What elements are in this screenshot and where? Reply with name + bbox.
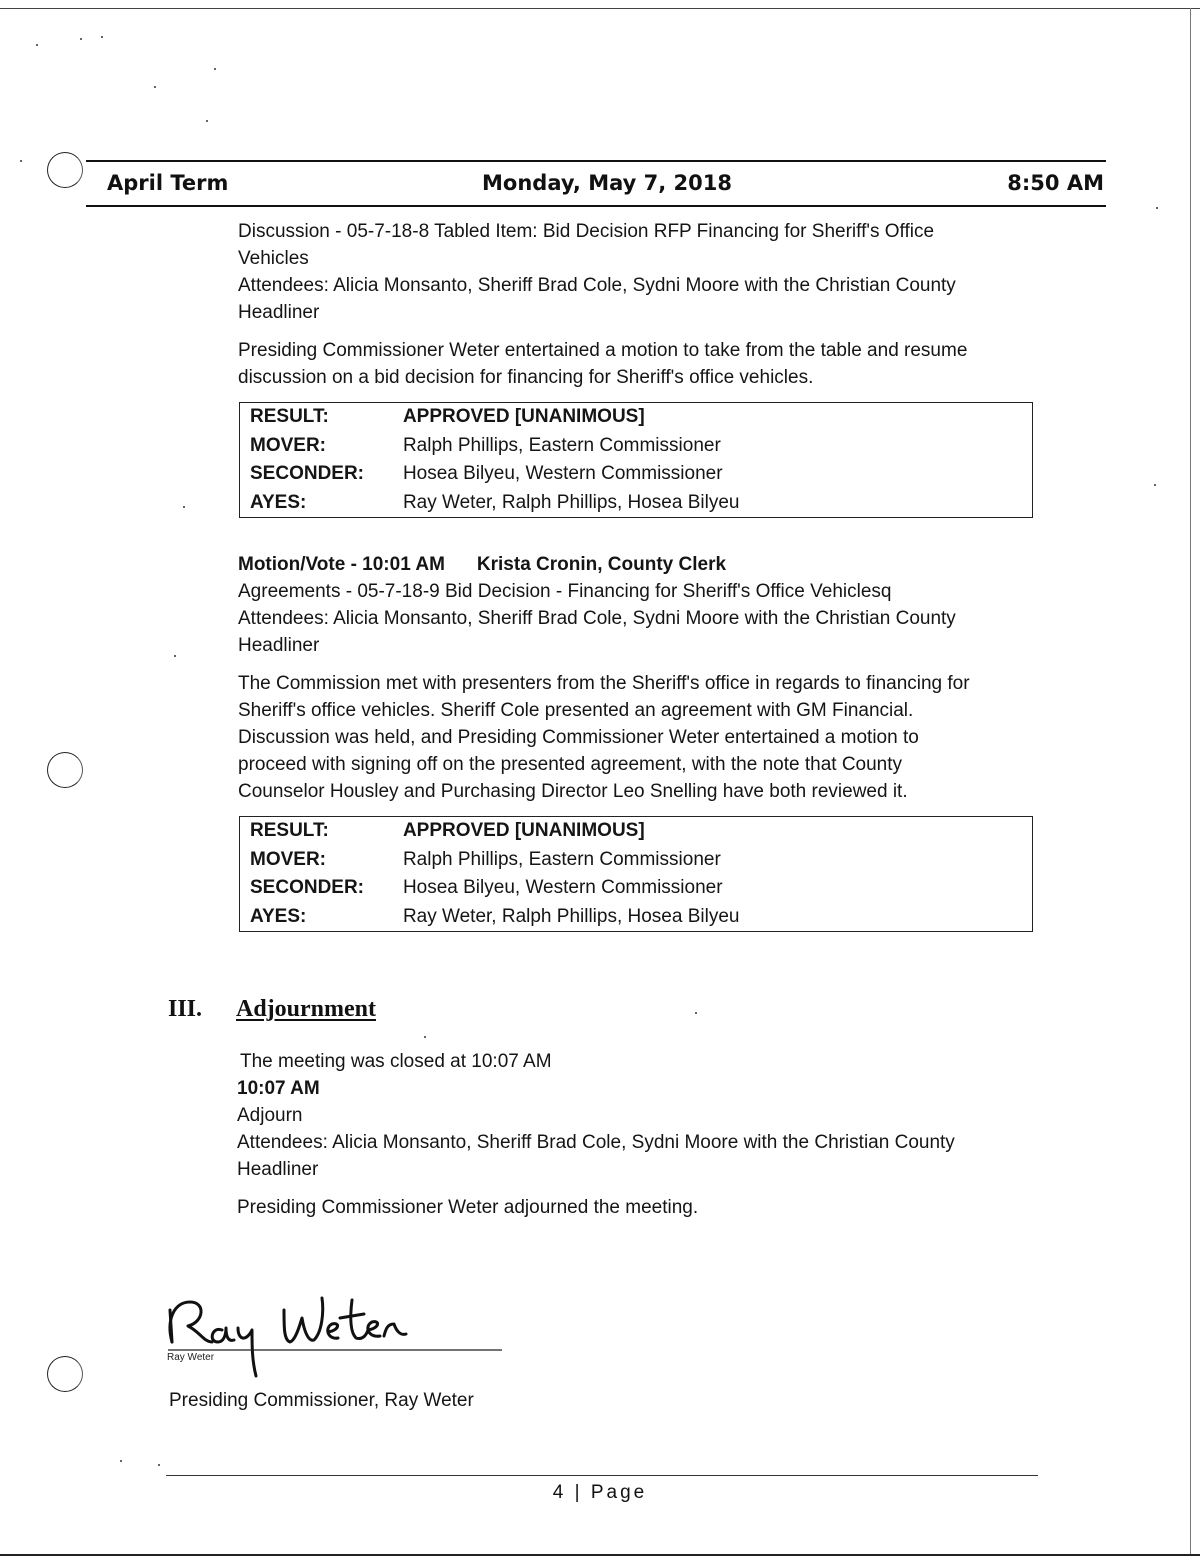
- vote-row-mover: [240, 846, 1033, 875]
- signature-title: Presiding Commissioner, Ray Weter: [169, 1390, 474, 1411]
- result-label: RESULT:: [250, 820, 329, 842]
- scan-speck: [424, 1036, 426, 1038]
- vote-row-mover: [240, 432, 1033, 461]
- result-label: RESULT:: [250, 406, 329, 428]
- scan-speck: [154, 86, 156, 88]
- mover-value: Ralph Phillips, Eastern Commissioner: [402, 848, 721, 870]
- ayes-value: Ray Weter, Ralph Phillips, Hosea Bilyeu: [402, 491, 740, 513]
- item2-attendees-line1: Attendees: Alicia Monsanto, Sheriff Brad Cole, Sydni Moore with the Christian County: [238, 608, 956, 629]
- footer-rule: [166, 1475, 1038, 1476]
- scan-border-right: [1190, 8, 1191, 1555]
- ayes-value: Ray Weter, Ralph Phillips, Hosea Bilyeu: [402, 905, 740, 927]
- scan-speck: [120, 1460, 122, 1462]
- item1-attendees-line1: Attendees: Alicia Monsanto, Sheriff Brad Cole, Sydni Moore with the Christian County: [238, 275, 956, 296]
- adjournment-closing: Presiding Commissioner Weter adjourned the meeting.: [237, 1197, 699, 1218]
- item2-para-line2: Sheriff's office vehicles. Sheriff Cole presented an agreement with GM Financial.: [238, 700, 914, 721]
- item1-para-line1: Presiding Commissioner Weter entertained a motion to take from the table and resume: [238, 340, 968, 361]
- adjournment-time: 10:07 AM: [237, 1078, 320, 1099]
- ayes-label: AYES:: [250, 905, 307, 927]
- header-term: April Term: [107, 171, 229, 195]
- item1-discussion-line1: Discussion - 05-7-18-8 Tabled Item: Bid Decision RFP Financing for Sheriff's Office: [238, 221, 935, 242]
- adjournment-block: [237, 1048, 1117, 1221]
- header-rule-top: [86, 160, 1106, 162]
- adjournment-closed-line: The meeting was closed at 10:07 AM: [240, 1051, 552, 1072]
- scan-speck: [80, 38, 82, 40]
- scan-speck: [1154, 484, 1156, 486]
- scan-speck: [101, 36, 103, 38]
- item2-agreements: Agreements - 05-7-18-9 Bid Decision - Financing for Sheriff's Office Vehiclesq: [238, 581, 892, 602]
- handwritten-signature: [160, 1280, 510, 1385]
- item2-para-line5: Counselor Housley and Purchasing Director Leo Snelling have both reviewed it.: [238, 781, 908, 802]
- vote-table-1: [239, 402, 1033, 518]
- scan-speck: [206, 120, 208, 122]
- adjournment-attendees-line1: Attendees: Alicia Monsanto, Sheriff Brad Cole, Sydni Moore with the Christian County: [237, 1132, 955, 1153]
- adjournment-attendees-line2: Headliner: [237, 1159, 319, 1180]
- seconder-value: Hosea Bilyeu, Western Commissioner: [402, 877, 723, 899]
- item1-discussion-line2: Vehicles: [238, 248, 309, 269]
- item2-attendees-line2: Headliner: [238, 635, 320, 656]
- scan-border-top: [0, 8, 1200, 9]
- item2-para-line4: proceed with signing off on the presented agreement, with the note that County: [238, 754, 903, 775]
- ayes-label: AYES:: [250, 491, 307, 513]
- scan-speck: [20, 160, 22, 162]
- scan-speck: [36, 44, 38, 46]
- vote-row-ayes: [240, 903, 1033, 932]
- scan-speck: [183, 506, 185, 508]
- header-time: 8:50 AM: [1007, 171, 1104, 195]
- scan-speck: [158, 1464, 160, 1466]
- section-number: III.: [168, 996, 203, 1022]
- vote-row-seconder: [240, 874, 1033, 903]
- motion-label: Motion/Vote - 10:01 AM: [238, 554, 445, 575]
- adjournment-adjourn: Adjourn: [237, 1105, 303, 1126]
- page-number: 4 | Page: [552, 1482, 648, 1503]
- mover-value: Ralph Phillips, Eastern Commissioner: [402, 434, 721, 456]
- mover-label: MOVER:: [250, 848, 326, 870]
- motion-line: [238, 551, 1118, 578]
- seconder-label: SECONDER:: [250, 463, 365, 485]
- scan-speck: [695, 1012, 697, 1014]
- seconder-label: SECONDER:: [250, 877, 365, 899]
- scan-speck: [1156, 207, 1158, 209]
- header-rule-bottom: [86, 205, 1106, 207]
- result-value: APPROVED [UNANIMOUS]: [402, 820, 645, 842]
- result-value: APPROVED [UNANIMOUS]: [402, 406, 645, 428]
- item2-para-line1: The Commission met with presenters from the Sheriff's office in regards to financing for: [238, 673, 970, 694]
- vote-row-seconder: [240, 460, 1033, 489]
- punch-hole-bottom: [47, 1356, 83, 1392]
- vote-row-ayes: [240, 489, 1033, 518]
- scan-speck: [174, 655, 176, 657]
- mover-label: MOVER:: [250, 434, 326, 456]
- vote-row-result: [240, 817, 1033, 846]
- vote-row-result: [240, 403, 1033, 432]
- header-date: Monday, May 7, 2018: [482, 171, 732, 195]
- scan-speck: [214, 68, 216, 70]
- scan-border-bottom: [0, 1554, 1200, 1556]
- item2-block: [238, 551, 1118, 805]
- item1-para-line2: discussion on a bid decision for financing for Sheriff's office vehicles.: [238, 367, 814, 388]
- signature-printed-name: Ray Weter: [167, 1352, 215, 1363]
- seconder-value: Hosea Bilyeu, Western Commissioner: [402, 463, 723, 485]
- motion-clerk: Krista Cronin, County Clerk: [476, 554, 727, 575]
- vote-table-2: [239, 816, 1033, 932]
- item1-block: [238, 218, 1118, 391]
- item1-attendees-line2: Headliner: [238, 302, 320, 323]
- section-title: Adjournment: [236, 996, 377, 1022]
- punch-hole-middle: [47, 752, 83, 788]
- item2-para-line3: Discussion was held, and Presiding Commissioner Weter entertained a motion to: [238, 727, 919, 748]
